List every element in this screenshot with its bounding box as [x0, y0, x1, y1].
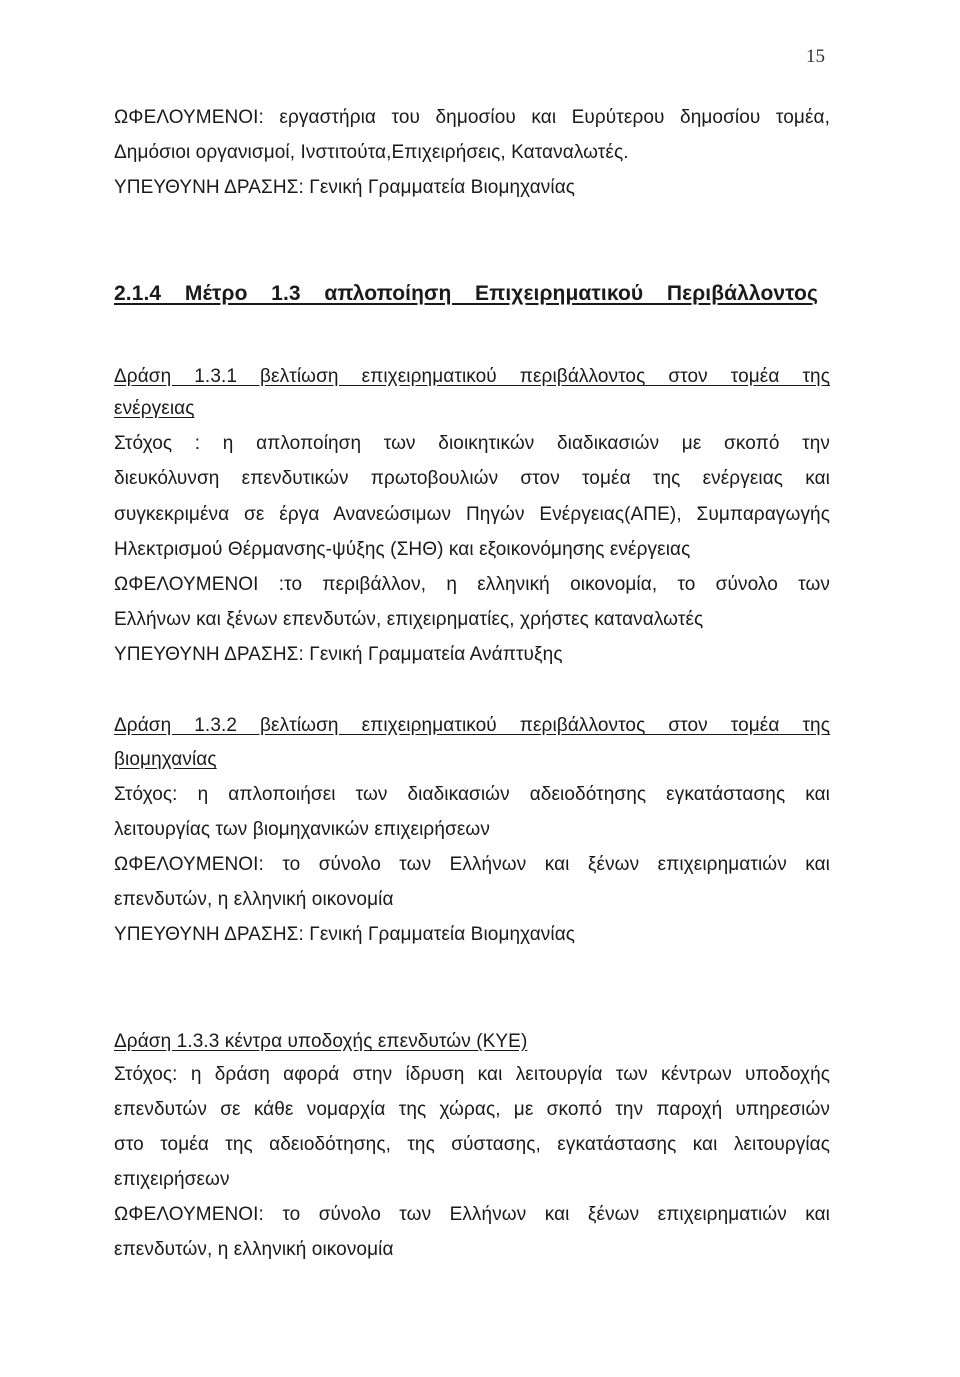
action-3-goal-cont-3: επιχειρήσεων	[114, 1169, 230, 1190]
intro-responsible: ΥΠΕΥΘΥΝΗ ΔΡΑΣΗΣ: Γενική Γραμματεία Βιομηχανίας	[114, 177, 576, 198]
action-3-goal: Στόχος: η δράση αφορά στην ίδρυση και λειτουργία των κέντρων υποδοχής	[114, 1064, 830, 1085]
action-2-beneficiaries: ΩΦΕΛΟΥΜΕΝΟΙ: το σύνολο των Ελλήνων και ξένων επιχειρηματιών και	[114, 854, 830, 875]
action-2-goal: Στόχος: η απλοποιήσει των διαδικασιών αδειοδότησης εγκατάστασης και	[114, 784, 830, 805]
action-1-goal-cont: διευκόλυνση επενδυτικών πρωτοβουλιών στον τομέα της ενέργειας και	[114, 468, 830, 489]
action-3-beneficiaries: ΩΦΕΛΟΥΜΕΝΟΙ: το σύνολο των Ελλήνων και ξένων επιχειρηματιών και	[114, 1204, 830, 1225]
action-3-title: Δράση 1.3.3 κέντρα υποδοχής επενδυτών (ΚΥΕ)	[114, 1031, 528, 1052]
action-3-beneficiaries-cont: επενδυτών, η ελληνική οικονομία	[114, 1239, 394, 1260]
action-1-responsible: ΥΠΕΥΘΥΝΗ ΔΡΑΣΗΣ: Γενική Γραμματεία Ανάπτυξης	[114, 644, 563, 665]
action-3-goal-cont-2: στο τομέα της αδειοδότησης, της σύστασης, εγκατάστασης και λειτουργίας	[114, 1134, 830, 1155]
action-2-goal-cont: λειτουργίας των βιομηχανικών επιχειρήσεων	[114, 819, 490, 840]
action-2-responsible: ΥΠΕΥΘΥΝΗ ΔΡΑΣΗΣ: Γενική Γραμματεία Βιομηχανίας	[114, 924, 576, 945]
page-number: 15	[806, 46, 825, 67]
action-1-goal-cont-2: συγκεκριμένα σε έργα Ανανεώσιμων Πηγών Ενέργειας(ΑΠΕ), Συμπαραγωγής	[114, 504, 830, 525]
action-2-title-cont: βιομηχανίας	[114, 749, 217, 770]
action-3-goal-cont: επενδυτών σε κάθε νομαρχία της χώρας, με σκοπό την παροχή υπηρεσιών	[114, 1099, 830, 1120]
intro-beneficiaries-cont: Δημόσιοι οργανισμοί, Ινστιτούτα,Επιχειρήσεις, Καταναλωτές.	[114, 142, 629, 163]
action-1-beneficiaries: ΩΦΕΛΟΥΜΕΝΟΙ :το περιβάλλον, η ελληνική οικονομία, το σύνολο των	[114, 574, 830, 595]
action-2-beneficiaries-cont: επενδυτών, η ελληνική οικονομία	[114, 889, 394, 910]
section-heading: 2.1.4 Μέτρο 1.3 απλοποίηση Επιχειρηματικού Περιβάλλοντος	[114, 282, 818, 305]
action-1-goal-cont-3: Ηλεκτρισμού Θέρμανσης-ψύξης (ΣΗΘ) και εξοικονόμησης ενέργειας	[114, 539, 691, 560]
intro-beneficiaries: ΩΦΕΛΟΥΜΕΝΟΙ: εργαστήρια του δημοσίου και Ευρύτερου δημοσίου τομέα,	[114, 107, 830, 128]
action-1-title-cont: ενέργειας	[114, 398, 195, 419]
action-1-beneficiaries-cont: Ελλήνων και ξένων επενδυτών, επιχειρηματίες, χρήστες καταναλωτές	[114, 609, 704, 630]
action-2-title: Δράση 1.3.2 βελτίωση επιχειρηματικού περιβάλλοντος στον τομέα της	[114, 715, 830, 736]
action-1-title: Δράση 1.3.1 βελτίωση επιχειρηματικού περιβάλλοντος στον τομέα της	[114, 366, 830, 387]
action-1-goal: Στόχος : η απλοποίηση των διοικητικών διαδικασιών με σκοπό την	[114, 433, 830, 454]
